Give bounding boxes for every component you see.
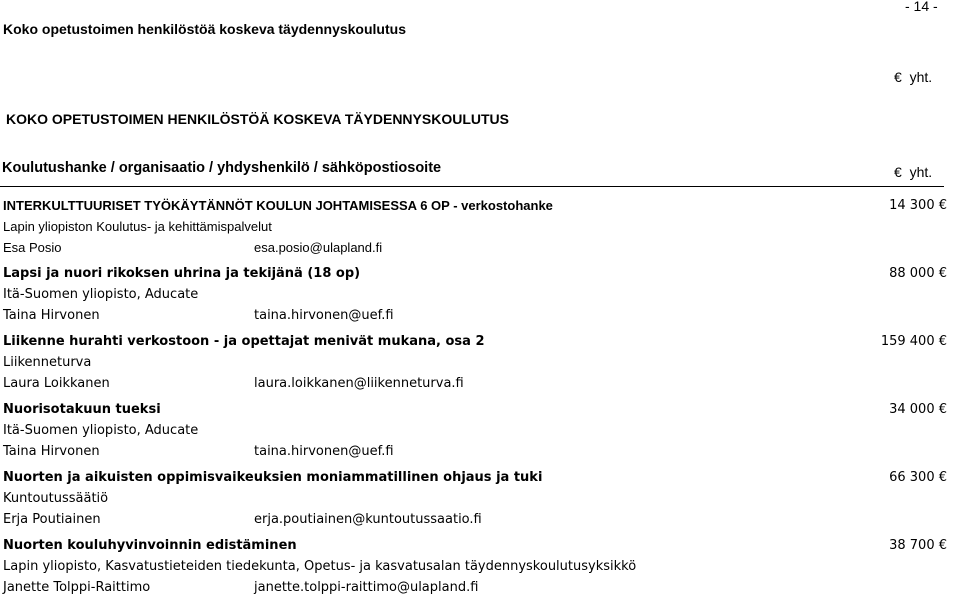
contact-person: Janette Tolppi-Raittimo [3,580,151,595]
section-title: KOKO OPETUSTOIMEN HENKILÖSTÖÄ KOSKEVA TÄYDENNYSKOULUTUS [6,111,509,127]
page-number: - 14 - [905,0,938,14]
document-title: Koko opetustoimen henkilöstöä koskeva täydennyskoulutus [3,21,406,37]
column-header: Koulutushanke / organisaatio / yhdyshenkilö / sähköpostiosoite [2,160,442,176]
project-amount: 14 300 € [889,198,947,213]
project-organization: Lapin yliopisto, Kasvatustieteiden tiedekunta, Opetus- ja kasvatusalan täydennyskoulutusyksikkö [3,559,637,574]
project-amount: 34 000 € [889,402,947,417]
project-row [3,198,947,262]
yht-label: yht. [909,69,933,85]
project-organization: Lapin yliopiston Koulutus- ja kehittämispalvelut [3,219,272,234]
total-label-top [894,69,932,85]
contact-email: taina.hirvonen@uef.fi [254,308,394,323]
currency-symbol: € [894,69,902,85]
contact-person: Erja Poutiainen [3,512,101,527]
project-row [3,334,947,398]
contact-person: Taina Hirvonen [3,444,100,459]
project-organization: Kuntoutussäätiö [3,491,109,506]
project-title: Liikenne hurahti verkostoon - ja opettajat menivät mukana, osa 2 [3,334,485,349]
yht-label: yht. [909,164,933,180]
project-row [3,266,947,330]
project-row [3,470,947,534]
contact-person: Esa Posio [3,240,62,255]
header-divider [0,186,944,187]
contact-person: Taina Hirvonen [3,308,100,323]
project-row [3,538,947,602]
contact-email: esa.posio@ulapland.fi [254,240,383,255]
project-amount: 38 700 € [889,538,947,553]
project-organization: Liikenneturva [3,355,92,370]
project-title: Nuorten ja aikuisten oppimisvaikeuksien moniammatillinen ohjaus ja tuki [3,470,543,485]
project-amount: 88 000 € [889,266,947,281]
project-amount: 66 300 € [889,470,947,485]
total-label-header [894,164,932,180]
project-organization: Itä-Suomen yliopisto, Aducate [3,287,199,302]
currency-symbol: € [894,164,902,180]
contact-email: janette.tolppi-raittimo@ulapland.fi [254,580,479,595]
project-title: Nuorten kouluhyvinvoinnin edistäminen [3,538,297,553]
project-title: Lapsi ja nuori rikoksen uhrina ja tekijänä (18 op) [3,266,361,281]
contact-email: taina.hirvonen@uef.fi [254,444,394,459]
contact-person: Laura Loikkanen [3,376,110,391]
project-title: INTERKULTTUURISET TYÖKÄYTÄNNÖT KOULUN JOHTAMISESSA 6 OP - verkostohanke [3,198,553,213]
project-row [3,402,947,466]
project-organization: Itä-Suomen yliopisto, Aducate [3,423,199,438]
project-title: Nuorisotakuun tueksi [3,402,161,417]
project-amount: 159 400 € [880,334,947,349]
contact-email: laura.loikkanen@liikenneturva.fi [254,376,464,391]
contact-email: erja.poutiainen@kuntoutussaatio.fi [254,512,482,527]
